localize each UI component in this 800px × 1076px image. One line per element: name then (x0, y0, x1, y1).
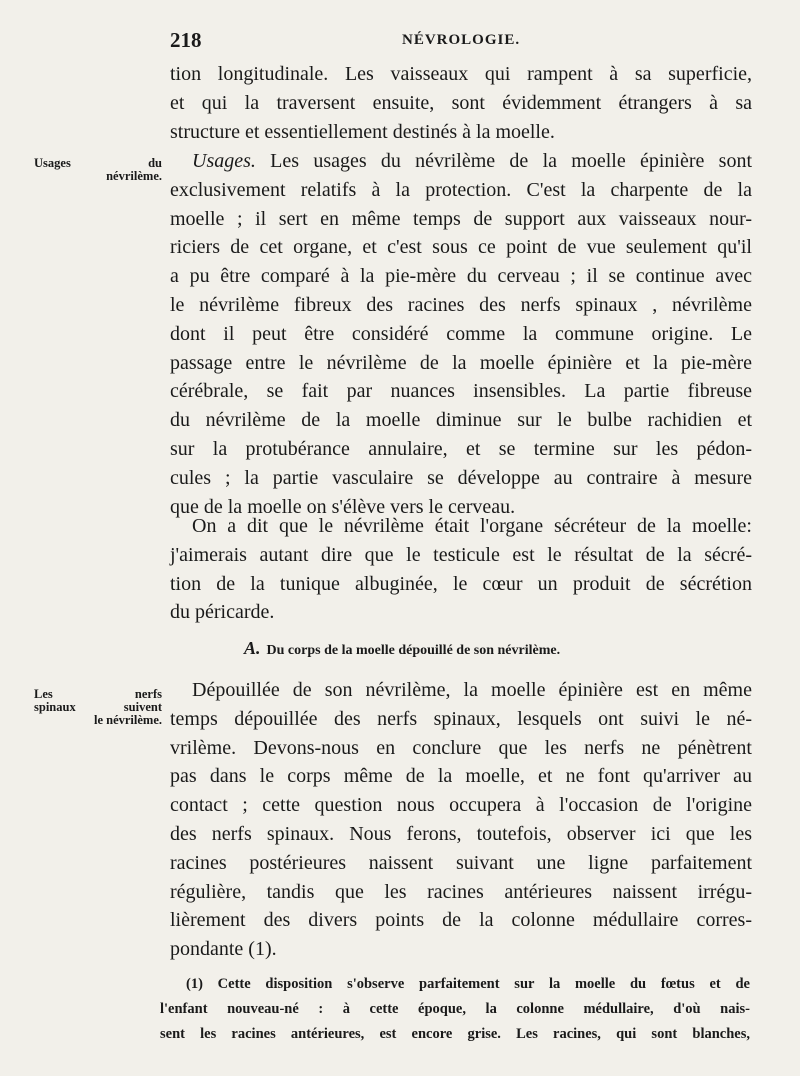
margin-note-nerfs (34, 688, 162, 727)
text-line: lièrement des divers points de la colonne médullaire corres- (170, 909, 752, 932)
text-line: cules ; la partie vasculaire se développe au contraire à mesure (170, 466, 752, 489)
footnote-line: (1) Cette disposition s'observe parfaitement sur la moelle du fœtus et de (186, 976, 750, 992)
paragraph-lead: Usages. (192, 150, 256, 172)
text-line: des nerfs spinaux. Nous ferons, toutefois, observer ici que les (170, 822, 752, 845)
footnote (160, 972, 750, 1047)
text-line: régulière, tandis que les racines antérieures naissent irrégu- (170, 880, 752, 903)
section-title: Du corps de la moelle dépouillé de son névrilème. (266, 643, 561, 658)
text-line: temps dépouillée des nerfs spinaux, lesquels ont suivi le né- (170, 707, 752, 730)
text-line: structure et essentiellement destinés à la moelle. (170, 120, 555, 143)
paragraph-lead-rest: Les usages du névrilème de la moelle épinière sont (255, 150, 752, 172)
paragraph-2 (170, 147, 752, 521)
text-line: contact ; cette question nous occupera à l'occasion de l'origine (170, 794, 752, 817)
paragraph-4 (170, 676, 752, 964)
text-line: cérébrale, se fait par nuances insensibles. La partie fibreuse (170, 380, 752, 403)
text-line: Dépouillée de son névrilème, la moelle épinière est en même (192, 679, 752, 701)
text-line: que de la moelle on s'élève vers le cerveau. (170, 495, 516, 518)
page-number: 218 (170, 28, 202, 52)
paragraph-1 (170, 60, 752, 146)
text-line: dont il peut être considéré comme la commune origine. Le (170, 322, 752, 345)
text-line: pondante (1). (170, 938, 277, 961)
text-line: tion longitudinale. Les vaisseaux qui rampent à sa superficie, (170, 63, 752, 85)
margin-note-line: spinaux suivent (34, 700, 162, 714)
text-line: du névrilème de la moelle diminue sur le bulbe rachidien et (170, 409, 752, 432)
footnote-line: sent les racines antérieures, est encore grise. Les racines, qui sont blanches, (160, 1026, 750, 1042)
margin-note-usages (34, 157, 162, 183)
section-heading (244, 638, 744, 659)
text-line: exclusivement relatifs à la protection. C'est la charpente de la (170, 178, 752, 201)
text-line: sur la protubérance annulaire, et se termine sur les pédon- (170, 437, 752, 460)
text-line: pas dans le corps même de la moelle, et ne font qu'arriver au (170, 765, 752, 788)
text-line: On a dit que le névrilème était l'organe sécréteur de la moelle: (192, 515, 752, 537)
text-line: j'aimerais autant dire que le testicule est le résultat de la sécré- (170, 543, 752, 566)
text-line: et qui la traversent ensuite, sont évidemment étrangers à sa (170, 91, 752, 114)
text-line: riciers de cet organe, et c'est sous ce point de vue seulement qu'il (170, 236, 752, 259)
text-line: vrilème. Devons-nous en conclure que les nerfs ne pénètrent (170, 736, 752, 759)
paragraph-3 (170, 512, 752, 627)
text-line: passage entre le névrilème de la moelle épinière et la pie-mère (170, 351, 752, 374)
margin-note-line: névrilème. (106, 169, 162, 183)
margin-note-line: Les nerfs (34, 687, 162, 701)
text-line: moelle ; il sert en même temps de support aux vaisseaux nour- (170, 207, 752, 230)
text-line: tion de la tunique albuginée, le cœur un produit de sécrétion (170, 572, 752, 595)
margin-note-line: le névrilème. (93, 713, 162, 727)
text-line: racines postérieures naissent suivant une ligne parfaitement (170, 851, 752, 874)
running-title: NÉVROLOGIE. (402, 32, 521, 48)
footnote-line: l'enfant nouveau-né : à cette époque, la colonne médullaire, d'où nais- (160, 1001, 750, 1017)
text-line: du péricarde. (170, 601, 275, 624)
text-line (170, 147, 752, 176)
text-line: le névrilème fibreux des racines des nerfs spinaux , névrilème (170, 293, 752, 316)
page-header (170, 28, 750, 58)
section-letter: A. (244, 638, 261, 658)
margin-note-line: Usages du (34, 156, 162, 170)
text-line: a pu être comparé à la pie-mère du cerveau ; il se continue avec (170, 265, 752, 288)
